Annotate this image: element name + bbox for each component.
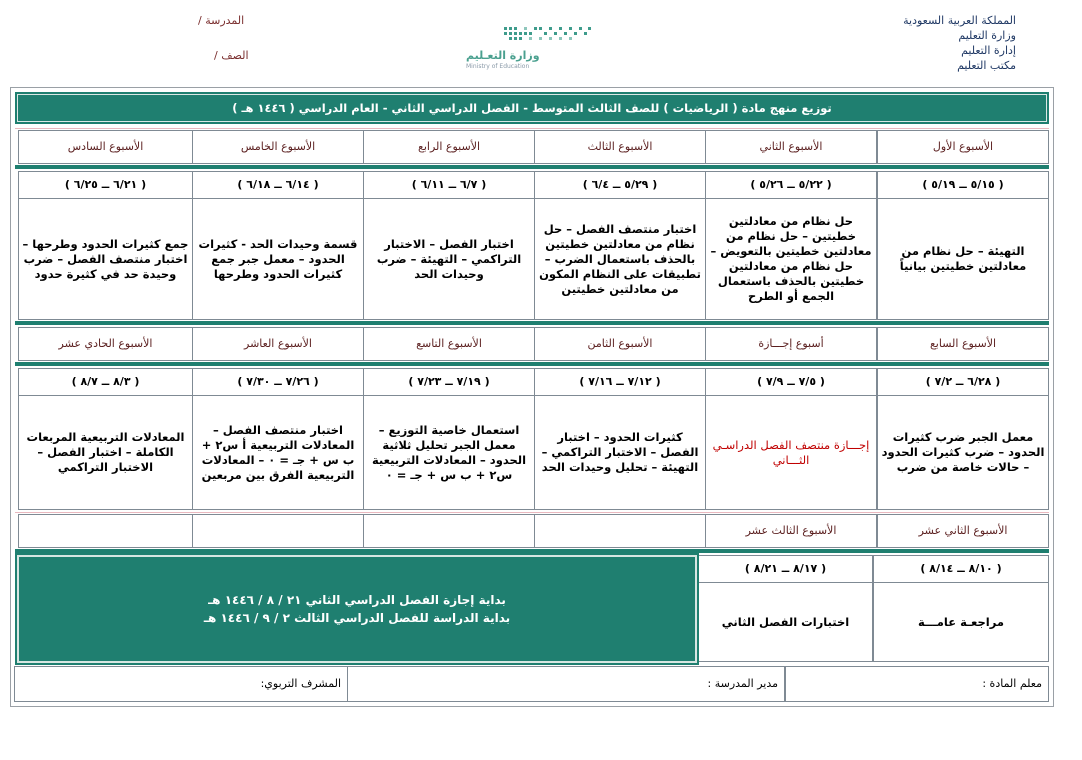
note-line: بداية الدراسة للفصل الدراسي الثالث ٢ / ٩ / ١٤٤٦ هـ [203,611,511,625]
empty-cell [363,514,535,548]
week-content: استعمال خاصية التوزيع – معمل الجبر تحليل ثلاثية الحدود – المعادلات التربيعية س٢ + ب س + جـ = ٠ [363,395,535,510]
teacher-label: معلم المادة : [785,666,1049,702]
header-line: مكتب التعليم [957,59,1016,72]
week-dates: ( ٦/١٤ ــ ٦/١٨ ) [192,171,364,199]
week-dates: ( ٦/٢١ ــ ٦/٢٥ ) [18,171,193,199]
logo-arabic-text: وزارة التعـليم [466,49,540,62]
school-label: المدرسة / [198,14,245,27]
week-dates: ( ٧/٢٦ ــ ٧/٣٠ ) [192,368,364,396]
week-content: اختبار منتصف الفصل – حل نظام من معادلتين خطيتين بالحذف باستعمال الضرب – تطبيقات على النظام المكون من معادلتين خطيتين [534,198,706,320]
week-dates: ( ٨/٣ ــ ٨/٧ ) [18,368,193,396]
week-dates: ( ٧/١٢ ــ ٧/١٦ ) [534,368,706,396]
week-dates: ( ٥/٢٩ ــ ٦/٤ ) [534,171,706,199]
week-header-row [15,514,1049,548]
week-content: مراجعـة عامـــة [873,582,1049,662]
week-label: الأسبوع الخامس [192,130,364,164]
curriculum-table [10,87,1054,707]
holiday-content: إجـــازة منتصف الفصل الدراسـي الثـــاني [705,395,877,510]
week-content: اختبار منتصف الفصل – المعادلات التربيعية أ س٢ + ب س + جـ = ٠ – المعادلات التربيعية الفرق بين مربعين [192,395,364,510]
empty-cell [534,514,706,548]
week-label: الأسبوع الثالث [534,130,706,164]
class-label: الصف / [214,49,249,62]
week-dates: ( ٨/١٧ ــ ٨/٢١ ) [698,555,873,583]
week-content: اختبارات الفصل الثاني [698,582,873,662]
date-row [15,171,1049,199]
table-title: توزيع منهج مادة ( الرياضيات ) للصف الثالث المتوسط - الفصل الدراسي الثاني - العام الدراسي ( ١٤٤٦ هـ ) [15,92,1049,124]
week-label: الأسبوع الرابع [363,130,535,164]
week-dates: ( ٥/١٥ ــ ٥/١٩ ) [877,171,1049,199]
week-dates: ( ٦/٢٨ ــ ٧/٢ ) [877,368,1049,396]
week-label: الأسبوع الأول [877,130,1049,164]
week-content: حل نظام من معادلتين خطيتين – حل نظام من معادلتين خطيتين بالتعويض – حل نظام من معادلتين خطيتين بالحذف باستعمال الجمع أو الطرح [705,198,877,320]
header-line: وزارة التعليم [958,29,1016,42]
week-dates: ( ٧/٥ ــ ٧/٩ ) [705,368,877,396]
week-dates: ( ٥/٢٢ ــ ٥/٢٦ ) [705,171,877,199]
principal-label: مدير المدرسة : [347,666,785,702]
content-row [15,395,1049,510]
signature-footer [15,666,1049,702]
week-content: كثيرات الحدود – اختبار الفصل – الاختبار التراكمي – التهيئة – تحليل وحيدات الحد [534,395,706,510]
week-content: جمع كثيرات الحدود وطرحها – اختبار منتصف الفصل – ضرب وحيدة حد في كثيرة حدود [18,198,193,320]
week-content: قسمة وحيدات الحد - كثيرات الحدود – معمل جبر جمع كثيرات الحدود وطرحها [192,198,364,320]
logo-dots-icon [504,25,592,43]
week-dates: ( ٨/١٠ ــ ٨/١٤ ) [873,555,1049,583]
week-label: الأسبوع الحادي عشر [18,327,193,361]
week-label: أسبوع إجـــازة [705,327,877,361]
content-row [699,582,1049,662]
week-content: المعادلات التربيعية المربعات الكاملة – اختبار الفصل – الاختبار التراكمي [18,395,193,510]
week-content: معمل الجبر ضرب كثيرات الحدود – ضرب كثيرات الحدود – حالات خاصة من ضرب [877,395,1049,510]
note-line: بداية إجازة الفصل الدراسي الثاني ٢١ / ٨ / ١٤٤٦ هـ [208,593,506,607]
date-row [15,368,1049,396]
date-row [699,555,1049,583]
week-label: الأسبوع الثامن [534,327,706,361]
empty-cell [18,514,193,548]
header-line: المملكة العربية السعودية [903,14,1016,27]
week-header-row [15,327,1049,361]
empty-cell [192,514,364,548]
week-header-row [15,130,1049,164]
week-content: اختبار الفصل – الاختبار التراكمي – التهيئة – ضرب وحيدات الحد [363,198,535,320]
header-line: إدارة التعليم [961,44,1016,57]
week-label: الأسبوع الثالث عشر [705,514,877,548]
supervisor-label: المشرف التربوي: [14,666,348,702]
country-ministry-header [846,13,1016,73]
week-label: الأسبوع السادس [18,130,193,164]
week-label: الأسبوع العاشر [192,327,364,361]
ministry-logo [462,25,592,69]
week-label: الأسبوع التاسع [363,327,535,361]
semester-notes [15,553,699,665]
week-label: الأسبوع الثاني عشر [877,514,1049,548]
logo-english-text: Ministry of Education [466,63,530,70]
week-label: الأسبوع الثاني [705,130,877,164]
week-content: التهيئة – حل نظام من معادلتين خطيتين بيانياً [877,198,1049,320]
week-dates: ( ٦/٧ ــ ٦/١١ ) [363,171,535,199]
week-label: الأسبوع السابع [877,327,1049,361]
week-dates: ( ٧/١٩ ــ ٧/٢٣ ) [363,368,535,396]
content-row [15,198,1049,320]
